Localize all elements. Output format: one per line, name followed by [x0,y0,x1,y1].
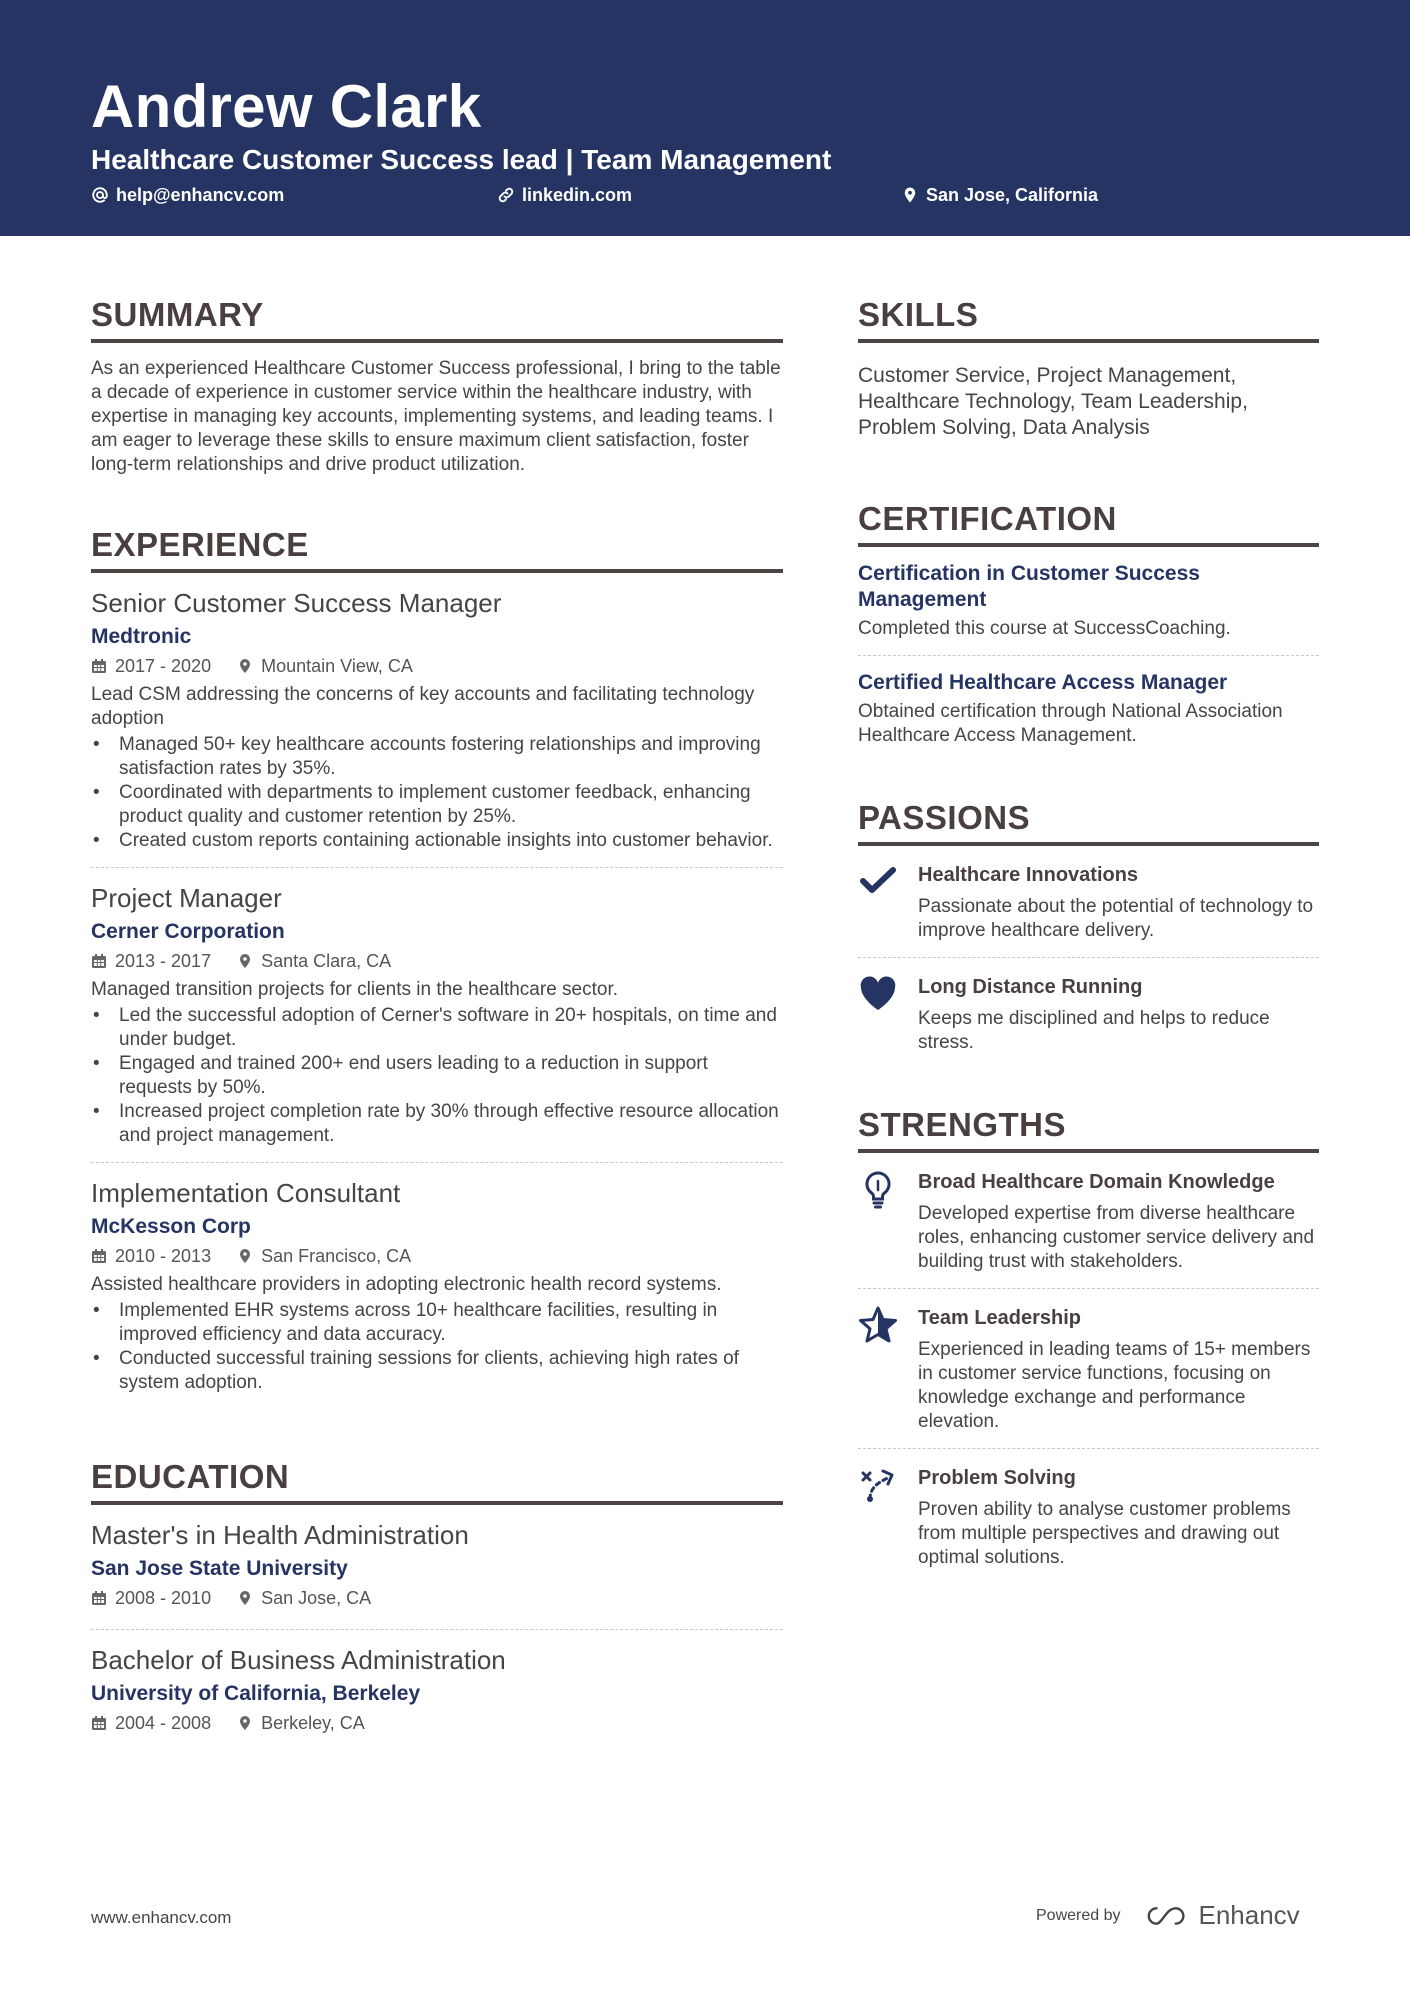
strength-title: Problem Solving [918,1467,1076,1489]
job-title: Project Manager [91,883,282,913]
experience-entry [91,882,783,1163]
location-text: San Jose, California [926,185,1099,205]
contact-linkedin[interactable] [497,183,632,207]
passion-title: Long Distance Running [918,976,1143,998]
passion-entry [858,860,1319,958]
strength-description: Proven ability to analyse customer problems from multiple perspectives and drawing out optimal solutions. [918,1499,1291,1568]
calendar-icon [91,1590,107,1606]
school-name: University of California, Berkeley [91,1682,421,1705]
achievement-item: • Increased project completion rate by 30% through effective resource allocation and project management. [91,1100,783,1148]
job-title: Implementation Consultant [91,1178,401,1208]
entry-meta [91,1243,783,1269]
section-title-education: EDUCATION [91,1457,783,1505]
brand-logo[interactable] [1145,1900,1300,1931]
achievement-list [91,1299,783,1395]
summary-text: As an experienced Healthcare Customer Success professional, I bring to the table a decade of experience in customer service within the healthcare industry, with expertise in managing key accounts, implementing systems, and leading teams. I am eager to leverage these skills to ensure maximum client satisfaction, foster long-term relationships and drive product utilization. [91,358,781,475]
entry-dates [91,653,211,679]
candidate-headline: Healthcare Customer Success lead | Team Management [91,144,832,175]
strength-entry [858,1167,1319,1289]
entry-location [237,653,413,679]
calendar-icon [91,658,107,674]
achievement-item: • Conducted successful training sessions for clients, achieving high rates of system adoption. [91,1347,783,1395]
education-entry [91,1519,783,1630]
entry-dates [91,1585,211,1611]
location-pin-icon [237,658,253,674]
resume-header [0,0,1410,236]
strength-title: Broad Healthcare Domain Knowledge [918,1171,1275,1193]
company-name: Cerner Corporation [91,920,285,943]
entry-dates [91,948,211,974]
experience-entry [91,1177,783,1409]
link-icon [497,186,515,204]
achievement-list [91,733,783,853]
job-title: Senior Customer Success Manager [91,588,502,618]
achievement-item: • Created custom reports containing actionable insights into customer behavior. [91,829,783,853]
strengths-section [858,1105,1319,1584]
experience-section [91,525,783,1409]
education-entry [91,1644,783,1754]
location-pin-icon [237,953,253,969]
entry-meta [91,1585,783,1611]
dates-text: 2013 - 2017 [115,951,212,971]
heart-icon [858,974,898,1014]
entry-location [237,948,391,974]
footer-website[interactable]: www.enhancv.com [91,1908,232,1927]
brand-name: Enhancv [1198,1900,1300,1930]
entry-dates [91,1243,211,1269]
skills-section [858,295,1319,441]
entry-location [237,1710,365,1736]
section-title-experience: EXPERIENCE [91,525,783,573]
job-description: Assisted healthcare providers in adopting electronic health record systems. [91,1274,722,1295]
summary-section [91,295,783,477]
passion-description: Passionate about the potential of technology to improve healthcare delivery. [918,896,1314,941]
company-name: McKesson Corp [91,1215,251,1238]
entry-meta [91,1710,783,1736]
email-text: help@enhancv.com [116,185,285,205]
experience-entry [91,587,783,868]
skills-text: Customer Service, Project Management, Healthcare Technology, Team Leadership, Problem Solving, Data Analysis [858,364,1248,439]
calendar-icon [91,1715,107,1731]
footer-branding [1036,1900,1300,1931]
passion-description: Keeps me disciplined and helps to reduce stress. [918,1008,1270,1053]
entry-meta [91,653,783,679]
job-description: Managed transition projects for clients in the healthcare sector. [91,979,619,1000]
passion-entry [858,972,1319,1069]
dates-text: 2004 - 2008 [115,1713,212,1733]
location-text: San Jose, CA [261,1588,372,1608]
achievement-item: • Led the successful adoption of Cerner's software in 20+ hospitals, on time and under budget. [91,1004,783,1052]
achievement-item: • Coordinated with departments to implement customer feedback, enhancing product quality and customer retention by 25%. [91,781,783,829]
entry-dates [91,1710,211,1736]
location-pin-icon [237,1590,253,1606]
at-icon [91,186,109,204]
achievement-item: • Managed 50+ key healthcare accounts fostering relationships and improving satisfaction rates by 35%. [91,733,783,781]
education-section [91,1457,783,1754]
location-pin-icon [237,1715,253,1731]
calendar-icon [91,953,107,969]
contact-email[interactable] [91,183,284,207]
calendar-icon [91,1248,107,1264]
achievement-item: • Implemented EHR systems across 10+ healthcare facilities, resulting in improved efficiency and data accuracy. [91,1299,783,1347]
candidate-name: Andrew Clark [91,73,482,140]
section-title-summary: SUMMARY [91,295,783,343]
achievement-list [91,1004,783,1148]
enhancv-logo-icon [1145,1904,1191,1928]
section-title-strengths: STRENGTHS [858,1105,1319,1153]
dates-text: 2017 - 2020 [115,656,212,676]
contact-location [901,183,1098,207]
strength-entry [858,1463,1319,1584]
entry-meta [91,948,783,974]
company-name: Medtronic [91,625,192,648]
school-name: San Jose State University [91,1557,348,1580]
location-text: Berkeley, CA [261,1713,365,1733]
job-description: Lead CSM addressing the concerns of key accounts and facilitating technology adoption [91,684,755,729]
certification-title: Certified Healthcare Access Manager [858,671,1228,694]
certification-title: Certification in Customer Success Management [858,562,1200,611]
certification-section [858,499,1319,762]
certification-entry [858,670,1319,762]
location-text: San Francisco, CA [261,1246,412,1266]
entry-location [237,1243,411,1269]
location-pin-icon [901,186,919,204]
passion-title: Healthcare Innovations [918,864,1139,886]
section-title-skills: SKILLS [858,295,1319,343]
entry-location [237,1585,371,1611]
strength-title: Team Leadership [918,1307,1082,1329]
powered-by-label: Powered by [1036,1906,1121,1924]
degree-title: Bachelor of Business Administration [91,1645,506,1675]
left-column [91,295,783,1794]
section-title-certification: CERTIFICATION [858,499,1319,547]
lightbulb-icon [858,1169,898,1209]
location-text: Mountain View, CA [261,656,413,676]
certification-entry [858,561,1319,656]
strength-description: Experienced in leading teams of 15+ members in customer service functions, focusing on knowledge exchange and performance elevation. [918,1339,1311,1432]
section-title-passions: PASSIONS [858,798,1319,846]
strategy-icon [858,1465,898,1505]
strength-entry [858,1303,1319,1449]
star-icon [858,1305,898,1345]
certification-description: Obtained certification through National Association Healthcare Access Management. [858,701,1283,746]
passions-section [858,798,1319,1069]
right-column [858,295,1319,1624]
location-text: Santa Clara, CA [261,951,392,971]
strength-description: Developed expertise from diverse healthcare roles, enhancing customer service delivery and building trust with stakeholders. [918,1203,1315,1272]
achievement-item: • Engaged and trained 200+ end users leading to a reduction in support requests by 50%. [91,1052,783,1100]
dates-text: 2008 - 2010 [115,1588,212,1608]
checkmark-icon [858,862,898,902]
dates-text: 2010 - 2013 [115,1246,212,1266]
certification-description: Completed this course at SuccessCoaching. [858,618,1231,639]
location-pin-icon [237,1248,253,1264]
degree-title: Master's in Health Administration [91,1520,469,1550]
linkedin-text: linkedin.com [522,185,633,205]
